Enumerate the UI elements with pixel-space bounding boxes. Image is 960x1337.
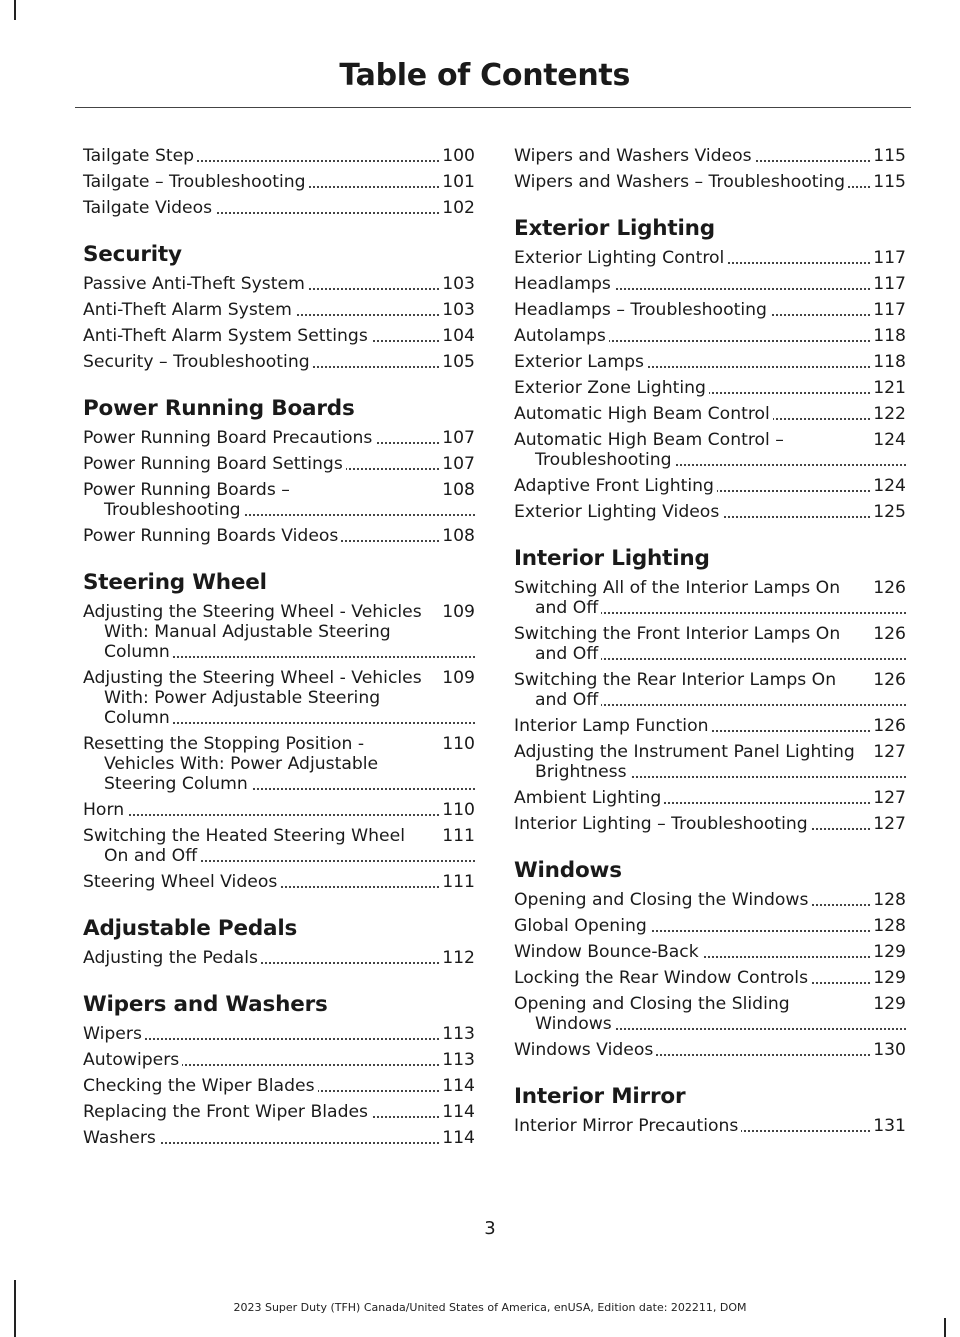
toc-entry-page: 124 [873,476,906,496]
toc-entry[interactable] [83,826,475,866]
toc-entry-title: Wipers and Washers – Troubleshooting [514,172,848,192]
toc-entry-title: Exterior Lamps [514,352,647,372]
toc-entry[interactable] [514,1116,906,1136]
toc-entry-page: 125 [873,502,906,522]
toc-entry-title: Switching the Rear Interior Lamps On and Off [514,670,837,710]
section-heading: Adjustable Pedals [83,916,298,941]
toc-entry-title: Adjusting the Instrument Panel Lighting Brightness [514,742,855,782]
toc-entry-title: Security – Troubleshooting [83,352,313,372]
toc-entry[interactable] [514,670,906,710]
toc-entry[interactable] [83,1128,475,1148]
toc-entry-page: 107 [442,428,475,448]
toc-entry-title: Exterior Zone Lighting [514,378,709,398]
toc-entry-page: 109 [442,668,475,688]
toc-entry[interactable] [83,668,475,728]
section-heading: Interior Mirror [514,1084,686,1109]
toc-entry[interactable] [514,326,906,346]
toc-entry-title: Adjusting the Steering Wheel - Vehicles With: Power Adjustable Steering Column [83,668,422,728]
toc-entry-title: Exterior Lighting Videos [514,502,722,522]
toc-entry-title: Passive Anti-Theft System [83,274,308,294]
toc-entry[interactable] [514,352,906,372]
toc-entry-page: 130 [873,1040,906,1060]
toc-entry-title: Anti-Theft Alarm System Settings [83,326,371,346]
toc-entry-page: 127 [873,788,906,808]
footer-edition-note: 2023 Super Duty (TFH) Canada/United States of America, enUSA, Edition date: 202211, DOM [233,1301,747,1314]
toc-entry[interactable] [514,430,906,470]
toc-entry-page: 117 [873,300,906,320]
toc-entry-page: 103 [442,300,475,320]
toc-entry-title: Power Running Boards Videos [83,526,341,546]
section-heading: Security [83,242,182,267]
toc-entry-page: 122 [873,404,906,424]
toc-entry[interactable] [83,172,475,192]
toc-entry[interactable] [514,716,906,736]
toc-entry-page: 115 [873,146,906,166]
toc-entry[interactable] [83,1076,475,1096]
dot-leader [104,1142,475,1144]
toc-entry[interactable] [83,300,475,320]
toc-entry-page: 113 [442,1024,475,1044]
toc-entry-title: Autolamps [514,326,609,346]
toc-entry-page: 127 [873,814,906,834]
toc-right-column [514,146,906,1142]
toc-entry[interactable] [83,1050,475,1070]
toc-entry-page: 104 [442,326,475,346]
toc-entry-page: 126 [873,716,906,736]
page-title: Table of Contents [339,58,630,93]
toc-entry-page: 110 [442,800,475,820]
toc-entry[interactable] [514,788,906,808]
toc-entry-title: Switching All of the Interior Lamps On and Off [514,578,841,618]
section-heading: Windows [514,858,622,883]
toc-entry-page: 128 [873,916,906,936]
toc-entry[interactable] [83,948,475,968]
toc-entry[interactable] [514,890,906,910]
toc-entry[interactable] [514,502,906,522]
toc-left-column [83,146,475,1154]
toc-entry-title: Switching the Heated Steering Wheel On and Off [83,826,405,866]
section-heading: Power Running Boards [83,396,355,421]
toc-entry-page: 129 [873,942,906,962]
toc-entry-title: Wipers and Washers Videos [514,146,755,166]
section-heading: Exterior Lighting [514,216,715,241]
toc-entry-title: Replacing the Front Wiper Blades [83,1102,371,1122]
toc-entry[interactable] [83,428,475,448]
toc-entry-title: Adjusting the Steering Wheel - Vehicles With: Manual Adjustable Steering Column [83,602,422,662]
toc-entry-page: 108 [442,480,475,500]
toc-entry-title: Window Bounce-Back [514,942,702,962]
toc-entry-page: 131 [873,1116,906,1136]
toc-entry[interactable] [83,1102,475,1122]
toc-entry-page: 101 [442,172,475,192]
toc-entry-page: 117 [873,274,906,294]
toc-entry-title: Automatic High Beam Control – Troubleshooting [514,430,784,470]
toc-entry-title: Steering Wheel Videos [83,872,280,892]
toc-entry-title: Opening and Closing the Sliding Windows [514,994,790,1034]
toc-entry-title: Opening and Closing the Windows [514,890,811,910]
toc-entry-page: 107 [442,454,475,474]
toc-entry-title: Anti-Theft Alarm System [83,300,295,320]
toc-entry-title: Headlamps [514,274,614,294]
toc-entry-page: 103 [442,274,475,294]
toc-entry-page: 127 [873,742,906,762]
section-heading: Interior Lighting [514,546,710,571]
toc-entry-title: Horn [83,800,127,820]
toc-entry[interactable] [83,800,475,820]
toc-entry[interactable] [514,742,906,782]
toc-entry[interactable] [83,734,475,794]
dot-leader [104,1038,475,1040]
toc-entry-title: Adjusting the Pedals [83,948,261,968]
toc-entry-page: 118 [873,326,906,346]
toc-entry-page: 126 [873,670,906,690]
toc-entry-page: 126 [873,578,906,598]
toc-entry-page: 126 [873,624,906,644]
toc-entry-page: 111 [442,826,475,846]
toc-entry-page: 114 [442,1128,475,1148]
toc-entry-title: Autowipers [83,1050,182,1070]
toc-entry-title: Automatic High Beam Control [514,404,773,424]
toc-entry-page: 115 [873,172,906,192]
toc-entry[interactable] [514,994,906,1034]
toc-entry-title: Windows Videos [514,1040,656,1060]
toc-entry-page: 114 [442,1076,475,1096]
toc-entry[interactable] [514,476,906,496]
toc-entry-title: Global Opening [514,916,650,936]
toc-entry-page: 129 [873,994,906,1014]
toc-entry-title: Switching the Front Interior Lamps On and Off [514,624,841,664]
toc-entry-title: Wipers [83,1024,145,1044]
toc-entry-title: Ambient Lighting [514,788,664,808]
toc-entry[interactable] [514,146,906,166]
toc-entry[interactable] [514,814,906,834]
toc-entry[interactable] [514,968,906,988]
toc-entry[interactable] [514,578,906,618]
toc-entry-page: 117 [873,248,906,268]
toc-entry-page: 124 [873,430,906,450]
crop-mark-top-left [14,0,16,20]
toc-entry-title: Interior Lighting – Troubleshooting [514,814,811,834]
section-heading: Wipers and Washers [83,992,328,1017]
toc-entry[interactable] [514,624,906,664]
toc-entry[interactable] [514,300,906,320]
toc-entry-title: Tailgate Videos [83,198,215,218]
toc-entry-page: 118 [873,352,906,372]
toc-entry-page: 114 [442,1102,475,1122]
toc-entry-page: 112 [442,948,475,968]
toc-entry-page: 105 [442,352,475,372]
toc-entry[interactable] [514,1040,906,1060]
toc-entry-title: Interior Lamp Function [514,716,712,736]
page-number: 3 [484,1218,496,1239]
toc-entry-page: 102 [442,198,475,218]
toc-entry-title: Washers [83,1128,159,1148]
toc-entry[interactable] [514,404,906,424]
toc-entry-page: 100 [442,146,475,166]
toc-entry[interactable] [83,480,475,520]
toc-entry-page: 110 [442,734,475,754]
toc-entry-page: 108 [442,526,475,546]
toc-entry-page: 111 [442,872,475,892]
toc-entry[interactable] [514,248,906,268]
toc-entry-title: Checking the Wiper Blades [83,1076,318,1096]
toc-entry-title: Resetting the Stopping Position - Vehicles With: Power Adjustable Steering Column [83,734,379,794]
toc-entry[interactable] [83,198,475,218]
toc-entry[interactable] [83,602,475,662]
toc-entry-title: Tailgate – Troubleshooting [83,172,309,192]
toc-entry[interactable] [514,942,906,962]
toc-entry[interactable] [514,916,906,936]
toc-entry-title: Power Running Board Settings [83,454,346,474]
toc-entry[interactable] [514,274,906,294]
toc-entry[interactable] [83,274,475,294]
crop-mark-bottom-right [944,1318,946,1337]
toc-entry-page: 129 [873,968,906,988]
toc-entry-title: Power Running Board Precautions [83,428,375,448]
toc-entry-title: Interior Mirror Precautions [514,1116,741,1136]
toc-entry[interactable] [514,172,906,192]
toc-entry-title: Power Running Boards – Troubleshooting [83,480,290,520]
toc-entry-page: 109 [442,602,475,622]
dot-leader [104,814,475,816]
toc-entry[interactable] [83,454,475,474]
toc-entry-title: Adaptive Front Lighting [514,476,717,496]
section-heading: Steering Wheel [83,570,267,595]
toc-entry-title: Exterior Lighting Control [514,248,727,268]
toc-entry-page: 121 [873,378,906,398]
toc-entry-title: Tailgate Step [83,146,197,166]
toc-entry[interactable] [83,526,475,546]
toc-entry[interactable] [514,378,906,398]
toc-entry-title: Headlamps – Troubleshooting [514,300,770,320]
toc-entry-page: 128 [873,890,906,910]
toc-entry[interactable] [83,1024,475,1044]
toc-entry[interactable] [83,872,475,892]
toc-entry-title: Locking the Rear Window Controls [514,968,811,988]
header-divider [75,107,911,108]
toc-entry[interactable] [83,326,475,346]
toc-entry-page: 113 [442,1050,475,1070]
toc-entry[interactable] [83,352,475,372]
toc-entry[interactable] [83,146,475,166]
